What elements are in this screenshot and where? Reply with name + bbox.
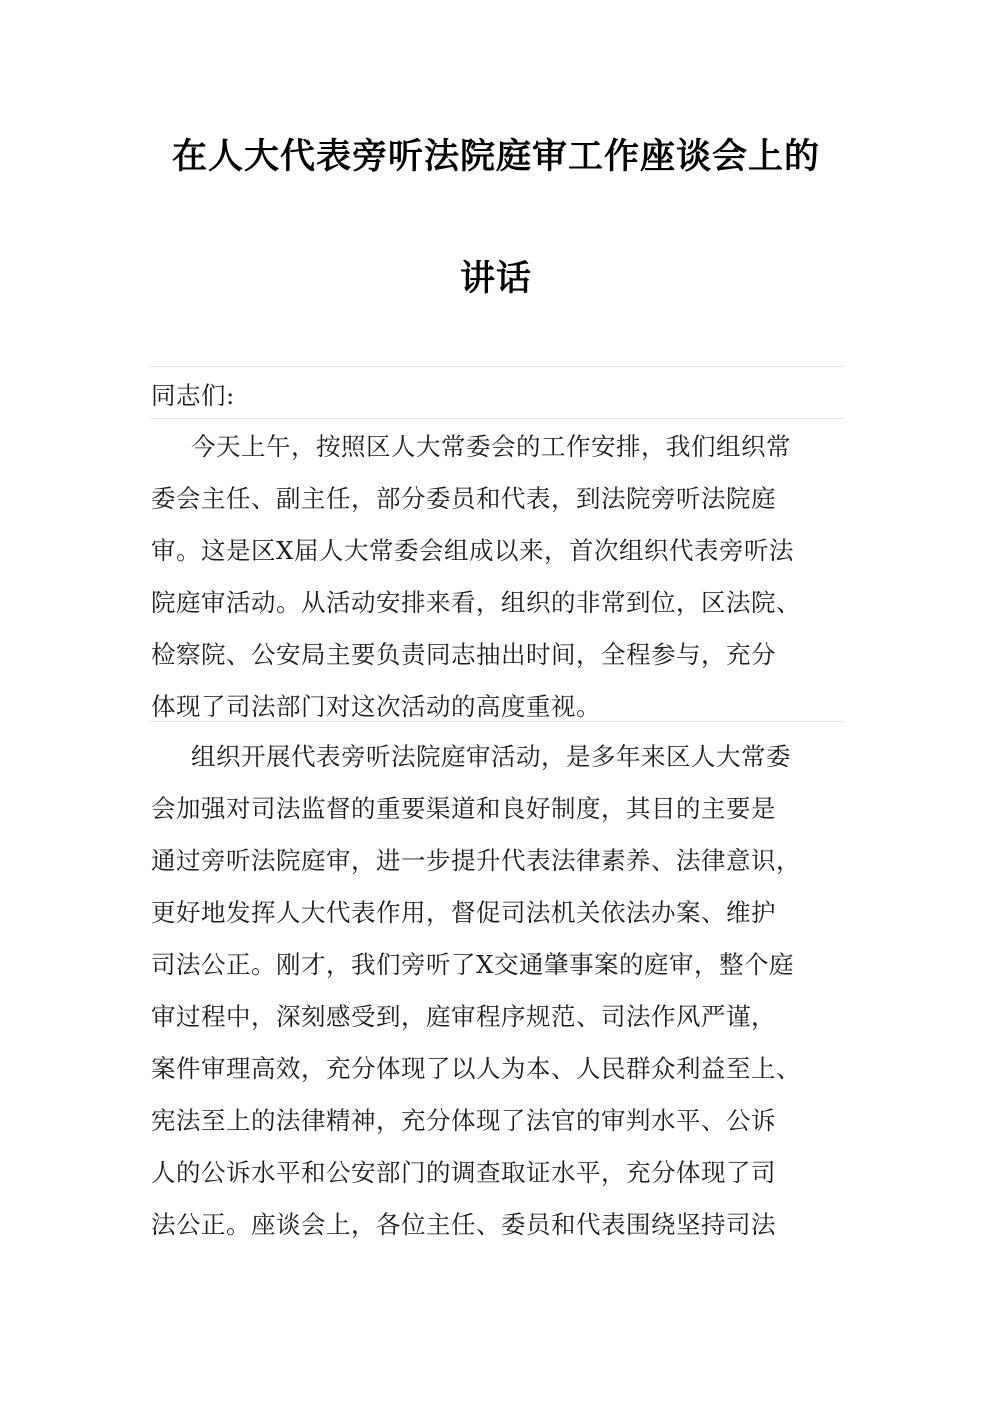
paragraph-2-line: 更好地发挥人大代表作用，督促司法机关依法办案、维护 xyxy=(151,898,776,927)
paragraph-1-line: 委会主任、副主任，部分委员和代表，到法院旁听法院庭 xyxy=(151,484,776,513)
paragraph-2-line: 组织开展代表旁听法院庭审活动，是多年来区人大常委 xyxy=(191,742,791,771)
salutation: 同志们: xyxy=(151,381,235,410)
paragraph-2-line: 案件审理高效，充分体现了以人为本、人民群众利益至上、 xyxy=(151,1054,801,1083)
paragraph-1-line: 检察院、公安局主要负责同志抽出时间，全程参与，充分 xyxy=(151,640,776,669)
paragraph-2-line: 司法公正。刚才，我们旁听了X交通肇事案的庭审，整个庭 xyxy=(151,950,794,979)
divider-line xyxy=(150,366,843,367)
paragraph-1-line: 体现了司法部门对这次活动的高度重视。 xyxy=(151,692,601,721)
paragraph-2-line: 通过旁听法院庭审，进一步提升代表法律素养、法律意识， xyxy=(151,846,801,875)
document-title-line-2: 讲话 xyxy=(459,258,532,299)
paragraph-1-line: 院庭审活动。从活动安排来看，组织的非常到位，区法院、 xyxy=(151,588,801,617)
divider-line xyxy=(150,721,843,722)
paragraph-1-line: 审。这是区X届人大常委会组成以来，首次组织代表旁听法 xyxy=(151,536,794,565)
paragraph-2-line: 宪法至上的法律精神，充分体现了法官的审判水平、公诉 xyxy=(151,1106,776,1135)
document-title-line-1: 在人大代表旁听法院庭审工作座谈会上的 xyxy=(171,136,820,177)
paragraph-2-line: 法公正。座谈会上，各位主任、委员和代表围绕坚持司法 xyxy=(151,1210,776,1239)
paragraph-2-line: 审过程中，深刻感受到，庭审程序规范、司法作风严谨， xyxy=(151,1002,776,1031)
paragraph-2-line: 人的公诉水平和公安部门的调查取证水平，充分体现了司 xyxy=(151,1158,776,1187)
paragraph-2-line: 会加强对司法监督的重要渠道和良好制度，其目的主要是 xyxy=(151,794,776,823)
paragraph-1-line: 今天上午，按照区人大常委会的工作安排，我们组织常 xyxy=(191,432,791,461)
divider-line xyxy=(150,418,843,419)
